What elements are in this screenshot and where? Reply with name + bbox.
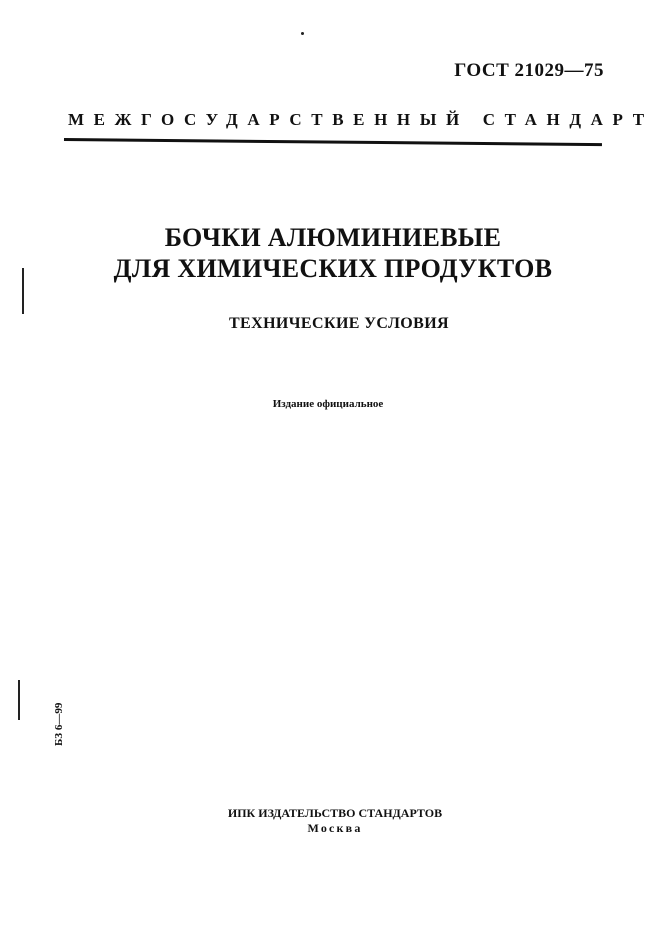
publisher-city: Москва <box>307 821 363 835</box>
stray-dot <box>301 32 304 35</box>
edition-note: Издание официальное <box>272 398 384 410</box>
main-title-line-1: БОЧКИ АЛЮМИНИЕВЫЕ <box>164 223 502 252</box>
margin-mark-bottom <box>18 680 20 720</box>
document-number: ГОСТ 21029—75 <box>454 60 604 81</box>
standard-type-heading: МЕЖГОСУДАРСТВЕННЫЙ СТАНДАРТ <box>68 110 654 129</box>
side-code: БЗ 6—99 <box>53 702 65 746</box>
publisher-name: ИПК ИЗДАТЕЛЬСТВО СТАНДАРТОВ <box>227 806 443 820</box>
main-title <box>0 222 666 284</box>
header-rule <box>64 138 602 146</box>
publisher-block <box>0 806 666 836</box>
main-title-line-2: ДЛЯ ХИМИЧЕСКИХ ПРОДУКТОВ <box>113 254 553 283</box>
subtitle: ТЕХНИЧЕСКИЕ УСЛОВИЯ <box>228 315 449 332</box>
margin-mark-top <box>22 268 24 314</box>
